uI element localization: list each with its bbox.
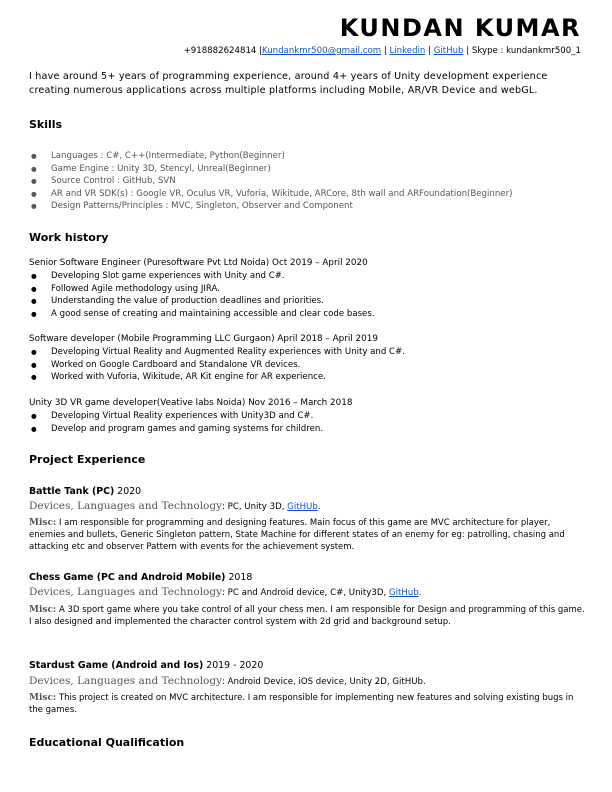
tech-label: Devices, Languages and Technology [29,586,223,598]
github-link[interactable]: GitHUb [287,502,318,512]
job-duties [29,270,375,320]
list-item: ● Design Patterns/Principles : MVC, Singleton, Observer and Component [29,200,512,213]
job-title: Software developer (Mobile Programming LLC Gurgaon) April 2018 – April 2019 [29,334,378,344]
project-tech [29,675,426,687]
project-tech [29,586,421,598]
misc-label: Misc: [29,518,57,528]
project-tech [29,500,321,512]
list-item: ● Worked with Vuforia, Wikitude, AR Kit engine for AR experience. [29,371,405,384]
project-description [29,692,589,716]
github-link[interactable]: GitHub [433,46,464,56]
project-title [29,572,252,583]
project-year: 2020 [114,486,142,497]
misc-text: This project is created on MVC architecture. I am responsible for implementing new features and solving existing bugs in the games. [29,693,574,715]
punctuation: . [317,502,321,512]
misc-text: A 3D sport game where you take control of all your chess men. I am responsible for Design and programming of this game. I also designed and implemented the character control system with 2d grid and background setup. [29,605,585,627]
list-item: ● Game Engine : Unity 3D, Stencyl, Unreal(Beginner) [29,163,512,176]
job-duties [29,410,323,435]
phone: +918882624814 | [183,46,263,56]
misc-label: Misc: [29,693,57,703]
summary: I have around 5+ years of programming experience, around 4+ years of Unity development experience creating numerous applications across multiple platforms including Mobile, AR/VR Device and webGL. [29,71,548,96]
list-item: ● Worked on Google Cardboard and Standalone VR devices. [29,359,405,372]
project-title [29,486,141,497]
project-year: 2019 - 2020 [203,660,264,671]
list-item: ● Understanding the value of production deadlines and priorities. [29,295,375,308]
misc-label: Misc: [29,605,57,615]
list-item: ● Source Control : GitHub, SVN [29,175,512,188]
github-link[interactable]: GitHub [388,588,419,598]
contact-line [184,46,581,56]
punctuation: . [418,588,422,598]
job-title: Senior Software Engineer (Puresoftware Pvt Ltd Noida) Oct 2019 – April 2020 [29,258,368,268]
project-name: Battle Tank (PC) [29,486,115,497]
work-history-heading: Work history [29,231,109,244]
project-description [29,604,589,628]
project-name: Stardust Game (Android and Ios) [29,660,204,671]
tech-list: : PC, Unity 3D, [222,502,288,512]
misc-text: I am responsible for programming and designing features. Main focus of this game are MVC architecture for player, enemies and bullets, Generic Singleton pattern, State Machine for different states of an enemy for eg: patrolling, chasing and attacking etc and observer Pattern with events for the achievement system. [29,518,565,552]
list-item: ● Develop and program games and gaming systems for children. [29,423,323,436]
list-item: ● A good sense of creating and maintaining accessible and clear code bases. [29,308,375,321]
education-heading: Educational Qualification [29,736,185,749]
tech-list: : Android Device, iOS device, Unity 2D, GitHUb. [222,677,426,687]
skills-list [29,150,512,213]
job-duties [29,346,405,384]
list-item: ● AR and VR SDK(s) : Google VR, Oculus VR, Vuforia, Wikitude, ARCore, 8th wall and ARFoundation(Beginner) [29,188,512,201]
tech-label: Devices, Languages and Technology [29,675,223,687]
skills-heading: Skills [29,118,63,131]
candidate-name: KUNDAN KUMAR [339,14,581,42]
project-name: Chess Game (PC and Android Mobile) [29,572,226,583]
tech-list: : PC and Android device, C#, Unity3D, [222,588,389,598]
project-year: 2018 [225,572,253,583]
job-title: Unity 3D VR game developer(Veative labs Noida) Nov 2016 – March 2018 [29,398,353,408]
email-link[interactable]: Kundankmr500@gmail.com [262,46,382,56]
project-experience-heading: Project Experience [29,453,146,466]
list-item: ● Languages : C#, C++(Intermediate, Python(Beginner) [29,150,512,163]
list-item: ● Followed Agile methodology using JIRA. [29,283,375,296]
skype: | Skype : kundankmr500_1 [463,46,581,56]
linkedin-link[interactable]: Linkedin [389,46,426,56]
project-description [29,517,589,553]
tech-label: Devices, Languages and Technology [29,500,223,512]
list-item: ● Developing Slot game experiences with Unity and C#. [29,270,375,283]
project-title [29,660,263,671]
separator: | [425,46,434,56]
separator: | [381,46,390,56]
list-item: ● Developing Virtual Reality experiences with Unity3D and C#. [29,410,323,423]
list-item: ● Developing Virtual Reality and Augmented Reality experiences with Unity and C#. [29,346,405,359]
